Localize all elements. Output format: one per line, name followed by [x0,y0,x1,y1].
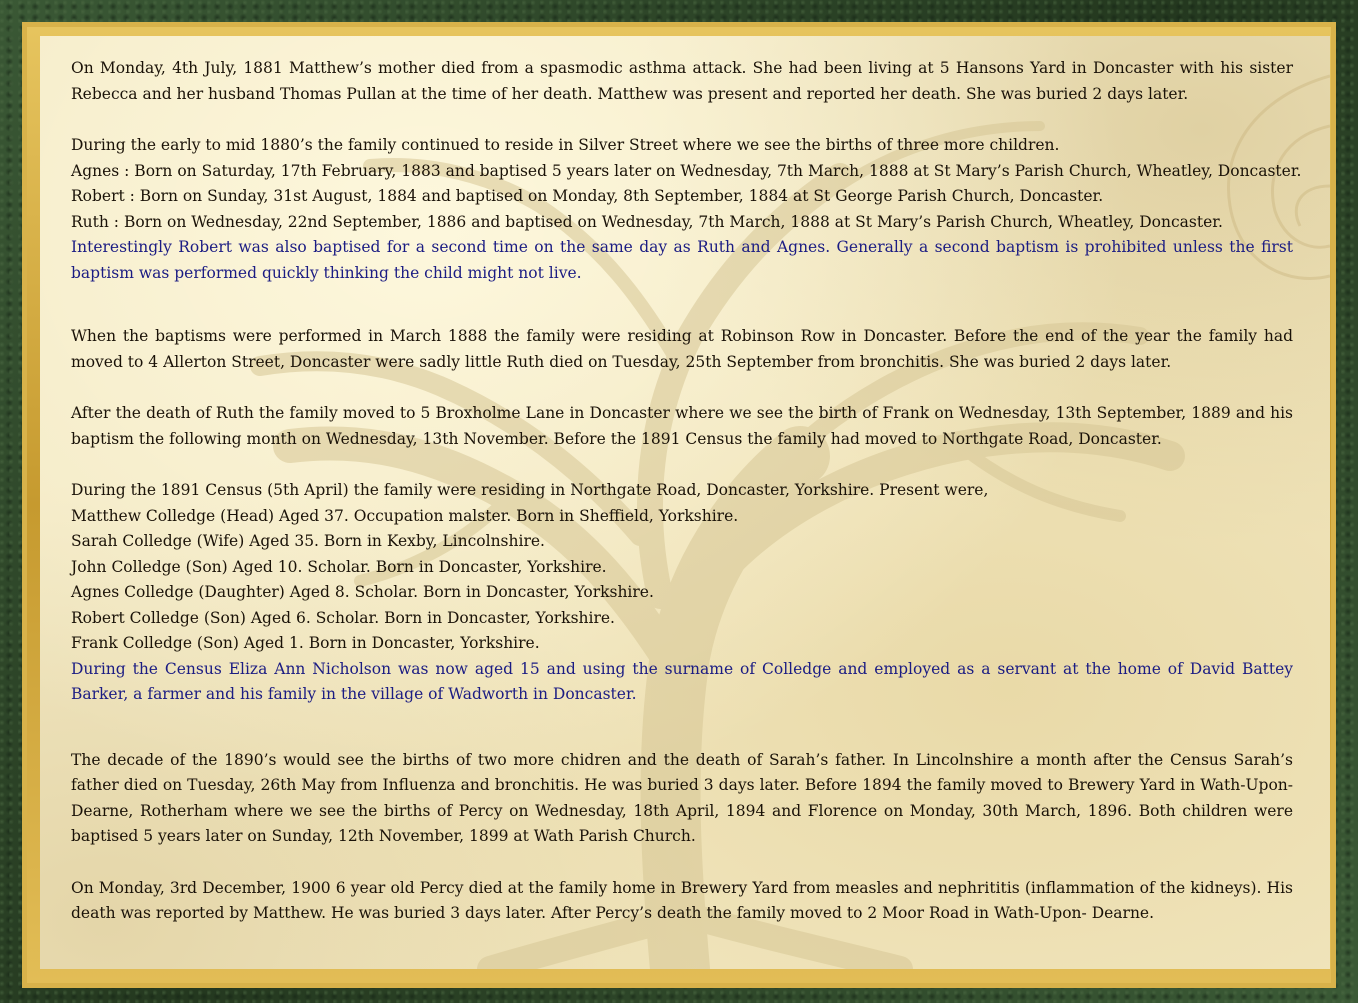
paragraph-broxholme-lane: After the death of Ruth the family moved to 5 Broxholme Lane in Doncaster where we see the birth of Frank on Wednesday, 13th September, 1889 and his baptism the following month on Wednesday, 13th November. Before the 1891 Census the family had moved to Northgate Road, Doncaster. [71,404,1293,448]
paragraph-silver-street-intro: During the early to mid 1880’s the family continued to reside in Silver Street where we see the births of three more children. [71,136,1060,154]
census-member-robert: Robert Colledge (Son) Aged 6. Scholar. Born in Doncaster, Yorkshire. [71,608,615,627]
census-member-john: John Colledge (Son) Aged 10. Scholar. Born in Doncaster, Yorkshire. [71,557,607,576]
paragraph-percy-death: On Monday, 3rd December, 1900 6 year old Percy died at the family home in Brewery Yard from measles and nephrititis (inflammation of the kidneys). His death was reported by Matthew. He was buried 3 days later. After Percy’s death the family moved to 2 Moor Road in Wath-Upon- Dearne. [71,878,1293,922]
census-member-agnes: Agnes Colledge (Daughter) Aged 8. Scholar. Born in Doncaster, Yorkshire. [71,583,654,601]
entry-ruth-birth: Ruth : Born on Wednesday, 22nd September, 1886 and baptised on Wednesday, 7th March, 1888 at St Mary’s Parish Church, Wheatley, Doncaster. [71,212,1223,231]
note-second-baptism: Interestingly Robert was also baptised for a second time on the same day as Ruth and Agnes. Generally a second baptism is prohibited unless the first baptism was performed quickly thinking the child might not live. [71,238,1293,282]
census-member-sarah: Sarah Colledge (Wife) Aged 35. Born in Kexby, Lincolnshire. [71,532,545,550]
entry-robert-birth: Robert : Born on Sunday, 31st August, 1884 and baptised on Monday, 8th September, 1884 at St George Parish Church, Doncaster. [71,187,1104,205]
note-eliza-ann-nicholson: During the Census Eliza Ann Nicholson was now aged 15 and using the surname of Colledge and employed as a servant at the home of David Battey Barker, a farmer and his family in the village of Wadworth in Doncaster. [71,659,1293,703]
entry-agnes-birth: Agnes : Born on Saturday, 17th February, 1883 and baptised 5 years later on Wednesday, 7th March, 1888 at St Mary’s Parish Church, Wheatley, Doncaster. [71,161,1302,180]
gold-frame [22,22,1336,988]
census-member-matthew: Matthew Colledge (Head) Aged 37. Occupation malster. Born in Sheffield, Yorkshire. [71,506,739,525]
paragraph-1890s-decade: The decade of the 1890’s would see the births of two more chidren and the death of Sarah’s father. In Lincolnshire a month after the Census Sarah’s father died on Tuesday, 26th May from Influenza and bronchitis. He was buried 3 days later. Before 1894 the family moved to Brewery Yard in Wath-Upon-Dearne, Rotherham where we see the births of Percy on Wednesday, 18th April, 1894 and Florence on Monday, 30th March, 1896. Both children were baptised 5 years later on Sunday, 12th November, 1899 at Wath Parish Church. [71,750,1293,845]
parchment-page [40,36,1330,969]
paragraph-robinson-row: When the baptisms were performed in March 1888 the family were residing at Robinson Row in Doncaster. Before the end of the year the family had moved to 4 Allerton Street, Doncaster were sadly little Ruth died on Tuesday, 25th September from bronchitis. She was buried 2 days later. [71,327,1293,371]
document-body [71,56,1302,927]
census-1891-intro: During the 1891 Census (5th April) the family were residing in Northgate Road, Doncaster, Yorkshire. Present were, [71,481,989,499]
paragraph-mothers-death: On Monday, 4th July, 1881 Matthew’s mother died from a spasmodic asthma attack. She had been living at 5 Hansons Yard in Doncaster with his sister Rebecca and her husband Thomas Pullan at the time of her death. Matthew was present and reported her death. She was buried 2 days later. [71,59,1293,103]
census-member-frank: Frank Colledge (Son) Aged 1. Born in Doncaster, Yorkshire. [71,634,540,652]
